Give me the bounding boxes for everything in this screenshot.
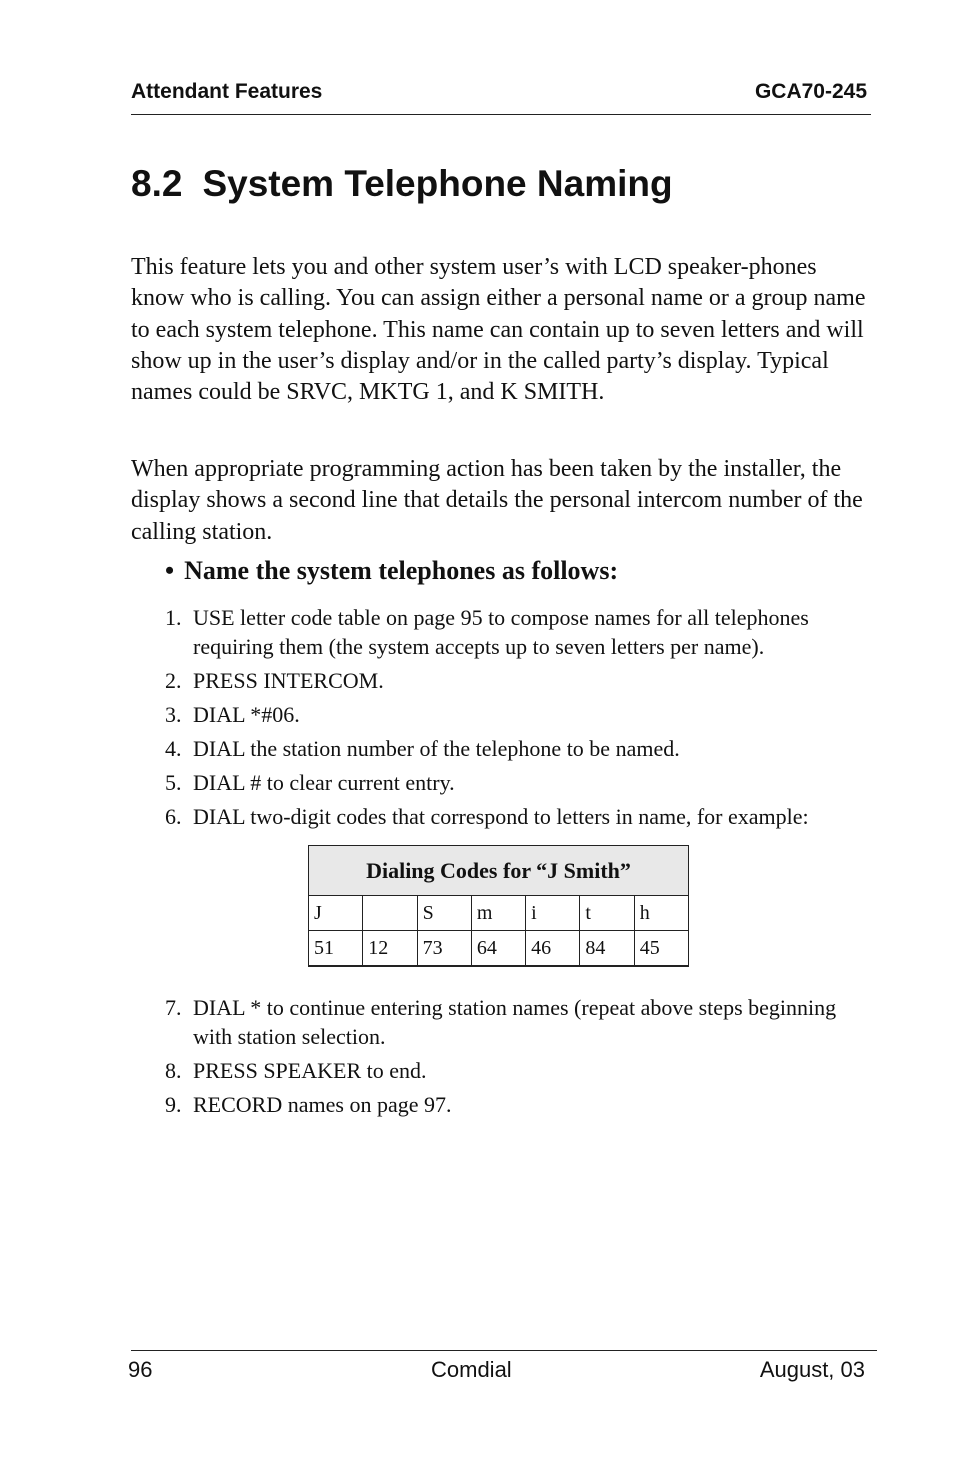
code-cell: 73 xyxy=(417,931,471,967)
code-cell: 84 xyxy=(580,931,634,967)
table-caption-row xyxy=(309,846,689,896)
step-text: DIAL two-digit codes that correspond to letters in name, for example: xyxy=(193,804,809,829)
step-text: USE letter code table on page 95 to compose names for all telephones requiring them (the system accepts up to seven letters per name). xyxy=(193,605,809,659)
page-header xyxy=(131,80,871,115)
step-item xyxy=(165,603,875,661)
letter-cell: S xyxy=(417,896,471,931)
letter-cell: t xyxy=(580,896,634,931)
step-item xyxy=(165,1056,875,1085)
step-text: DIAL the station number of the telephone to be named. xyxy=(193,736,680,761)
page-footer xyxy=(128,1350,877,1382)
table-row-codes xyxy=(309,931,689,967)
code-cell: 46 xyxy=(526,931,580,967)
steps-list-part2 xyxy=(165,993,875,1124)
code-cell: 51 xyxy=(309,931,363,967)
section-title-text: System Telephone Naming xyxy=(202,163,673,204)
step-item xyxy=(165,802,875,831)
procedure-heading xyxy=(165,556,618,586)
step-text: RECORD names on page 97. xyxy=(193,1092,452,1117)
intro-paragraph: This feature lets you and other system user’s with LCD speaker-phones know who is calling. You can assign either a personal name or a group name to each system telephone. This name can contain up to seven letters and will show up in the user’s display and/or in the called party’s display. Typical names could be SRVC, MKTG 1, and K SMITH. xyxy=(131,254,866,406)
header-doc-id: GCA70-245 xyxy=(754,80,867,103)
step-item xyxy=(165,993,875,1051)
step-number: 2. xyxy=(165,668,182,693)
letter-cell: J xyxy=(309,896,363,931)
footer-date: August, 03 xyxy=(759,1357,865,1382)
step-number: 3. xyxy=(165,702,182,727)
step-item xyxy=(165,768,875,797)
page-number: 96 xyxy=(128,1357,153,1382)
step-text: DIAL *#06. xyxy=(193,702,300,727)
section-number: 8.2 xyxy=(131,163,183,204)
table-caption: Dialing Codes for “J Smith” xyxy=(309,846,689,896)
header-section: Attendant Features xyxy=(131,80,323,103)
step-number: 8. xyxy=(165,1058,182,1083)
step-text: DIAL # to clear current entry. xyxy=(193,770,455,795)
step-number: 5. xyxy=(165,770,182,795)
step-item xyxy=(165,666,875,695)
step-number: 6. xyxy=(165,804,182,829)
step-number: 7. xyxy=(165,995,182,1020)
letter-cell: m xyxy=(471,896,525,931)
step-item xyxy=(165,1090,875,1119)
section-title xyxy=(131,163,673,205)
step-text: DIAL * to continue entering station names (repeat above steps beginning with station selection. xyxy=(193,995,837,1049)
steps-list-part1 xyxy=(165,603,875,836)
procedure-heading-text: Name the system telephones as follows: xyxy=(184,556,619,585)
code-cell: 64 xyxy=(471,931,525,967)
table-row-letters xyxy=(309,896,689,931)
code-cell: 12 xyxy=(363,931,417,967)
step-text: PRESS SPEAKER to end. xyxy=(193,1058,427,1083)
letter-cell xyxy=(363,896,417,931)
footer-company: Comdial xyxy=(431,1357,512,1382)
letter-cell: i xyxy=(526,896,580,931)
step-number: 4. xyxy=(165,736,182,761)
display-paragraph: When appropriate programming action has been taken by the installer, the display shows a second line that details the personal intercom number of the calling station. xyxy=(131,456,863,545)
code-cell: 45 xyxy=(634,931,688,967)
bullet-icon: • xyxy=(165,556,175,585)
step-number: 1. xyxy=(165,605,182,630)
dialing-codes-table xyxy=(308,845,689,967)
step-item xyxy=(165,700,875,729)
step-item xyxy=(165,734,875,763)
letter-cell: h xyxy=(634,896,688,931)
step-text: PRESS INTERCOM. xyxy=(193,668,384,693)
step-number: 9. xyxy=(165,1092,182,1117)
